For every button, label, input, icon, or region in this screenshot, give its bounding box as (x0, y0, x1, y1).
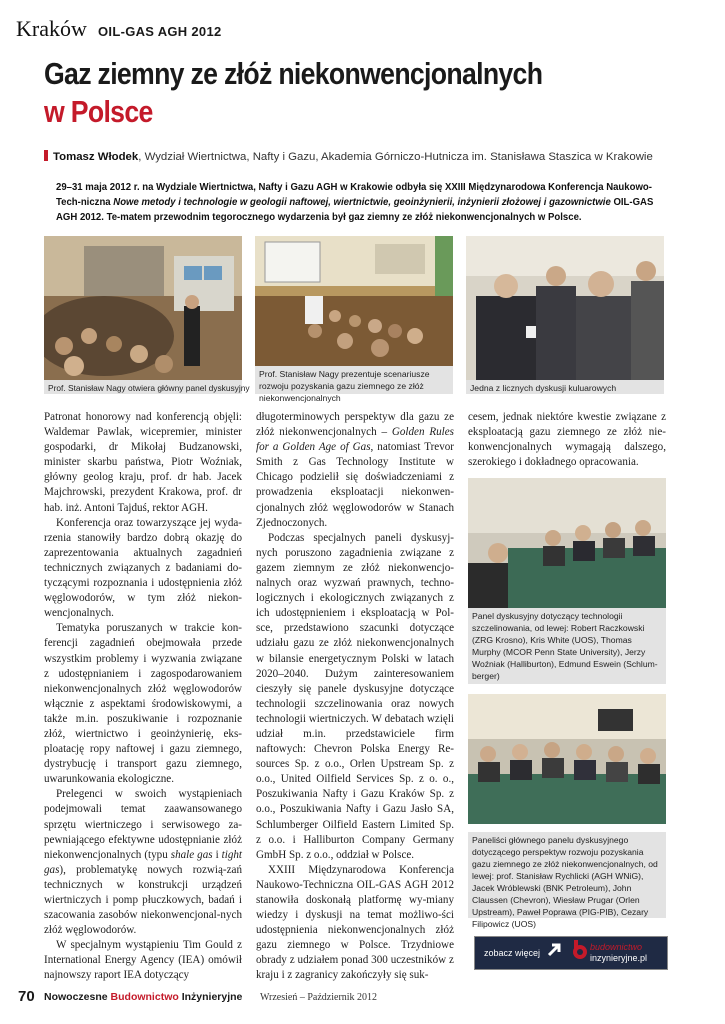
magazine-name: Nowoczesne Budownictwo Inżynieryjne (44, 991, 243, 1003)
lead-text-2: OIL-GAS AGH 2012. Te-matem przewodnim tegorocznego wydarzenia był gaz ziemny ze złóż niekonwencjonalnych w Polsce. (56, 197, 654, 223)
author-marker (44, 150, 48, 161)
paragraph: Patronat honorowy nad konferencją objęli: Waldemar Pawlak, wicepremier, minister gospodarki, dr Mikołaj Budzanowski, minister skarbu państwa, Piotr Woźniak, główny geolog kraju, prof. dr hab. Jacek Majchrowski, prezydent Krakowa, prof. dr hab. inż. Antoni Tajduś, rektor AGH. (44, 411, 242, 514)
author-line (44, 150, 653, 163)
promo-site-part1: budownictwo (590, 942, 643, 952)
paragraph: XXIII Międzynarodowa Konferencja Naukowo-Techniczna OIL-GAS AGH 2012 stanowiła doskonałą platformę wy-miany wiedzy i dyskusji na temat możliwo-ści udostępnienia niekonwencjonalnych złóż gazu ziemnego w Polsce. Trzydniowe obrady z udziałem ponad 300 uczestników z kraju i z zagranicy zakończyły się suk- (256, 863, 454, 982)
arrow-icon (546, 940, 564, 958)
body-column-1 (44, 410, 242, 984)
section-conference: OIL-GAS AGH 2012 (98, 24, 222, 39)
photo-panel-opening (44, 236, 242, 380)
paragraph: W specjalnym wystąpieniu Tim Gould z International Energy Agency (IEA) omówił najnowszy raport IEA dotyczący (44, 939, 242, 982)
photo-caption-4: Panel dyskusyjny dotyczący technologii szczelinowania, od lewej: Robert Raczkowski (ZRG Krosno), Kris White (UOS), Thomas Murphy (MCOR Penn State University), Jerzy Woźniak (Halliburton), Edmund Eswein (Schlum-berger) (468, 608, 666, 684)
paragraph: cesem, jednak niektóre kwestie związane z eksploatacją gazu ziemnego ze złóż nie-konwencjonalnych wymagają dalszego, szerokiego i dokładnego opracowania. (468, 411, 666, 469)
author-affiliation: , Wydział Wiertnictwa, Nafty i Gazu, Akademia Górniczo-Hutnicza im. Stanisława Staszica w Krakowie (138, 151, 653, 163)
issue-date: Wrzesień – Październik 2012 (260, 992, 378, 1003)
paragraph: Podczas specjalnych paneli dyskusyj-nych poruszono zagadnienia związane z gazem ziemnym ze złóż niekonwencjo-nalnych oraz wyzwań prawnych, techno-logicznych i ekologicznych związanych z ich udostępnieniem i eksploatacją w Pol-sce, przedstawiono szacunki dotyczące udziału gazu ze złóż niekonwencjonalnych w bilansie energetycznym Polski w latach 2020–2040. Dużym zainteresowaniem cieszyły się panele dyskusyjne dotyczące technologii szczelinowania oraz nowych technologii wiertniczych. W debatach wzięli udział m.in. przedstawiciele firm naftowych: Chevron Polska Energy Re-sources Sp. z o.o., Orlen Upstream Sp. z o.o., United Oilfield Services Sp. z o. o., Poszukiwania Nafty i Gazu Kraków Sp. z o.o., Poszukiwania Nafty i Gazu Jasło SA, Schlumberger Oilfield Eastern Limited Sp. z o.o. i Halliburton Company Germany GmbH Sp. z o.o., oddział w Polsce. (256, 531, 454, 861)
lead-text-1: 29–31 maja 2012 r. na Wydziale Wiertnictwa, Nafty i Gazu AGH w Krakowie odbyła się XXIII Międzynarodowa Konferencja Naukowo-Tech-niczna (56, 182, 652, 208)
promo-site-part2: inzynieryjne.pl (590, 953, 648, 963)
photo-discussion (466, 236, 664, 380)
promo-site[interactable] (590, 942, 647, 964)
author-name: Tomasz Włodek (53, 151, 139, 163)
body-column-2 (256, 410, 454, 984)
article-title-line1: Gaz ziemny ze złóż niekonwencjonalnych (44, 56, 543, 91)
lead-paragraph (56, 180, 664, 225)
logo-icon (572, 940, 588, 960)
photo-caption-3: Jedna z licznych dyskusji kuluarowych (466, 380, 664, 394)
photo-fracturing-panel (468, 478, 666, 608)
photo-presentation (255, 236, 453, 366)
paragraph: Prelegenci w swoich wystąpieniach podejmowali temat zaawansowanego sprzętu wiertniczego i serwisowego za-pewniającego efektywne udostępnianie złóż niekonwencjonalnych (typu shale gas i tight gas), problematykę nowych rozwią-zań technicznych w konstrukcji urządzeń wiertniczych i pomp płuczkowych, badań i szacowania zasobów niekonwencjonal-nych złóż węglowodorów. (44, 788, 242, 937)
section-city: Kraków (16, 16, 87, 41)
lead-text-italic: Nowe metody i technologie w geologii naftowej, wiertnictwie, geoinżynierii, inżynierii złożowej i gazownictwie (113, 197, 611, 208)
photo-main-panel (468, 694, 666, 824)
body-column-3 (468, 410, 666, 470)
photo-caption-5: Paneliści głównego panelu dyskusyjnego dotyczącego perspektyw rozwoju pozyskania gazu ziemnego ze złóż niekonwencjonalnych, od lewej: prof. Stanisław Rychlicki (AGH WNiG), Jacek Wróblewski (BNK Petroleum), John Claussen (Chevron), Wiesław Prugar (Orlen Upstream), Paweł Poprawa (PIG-PIB), Cezary Filipowicz (UOS) (468, 832, 666, 918)
paragraph: Tematyka poruszanych w trakcie kon-ferencji zagadnień obejmowała przede wszystkim problemy i wyzwania związane z udostępnianiem i zagospodarowaniem niekonwencjonalnych złóż węglowodorów włącznie z aspektami środowiskowymi, a także m.in. poszukiwanie i rozpoznanie złóż, wiertnictwo i geoinżynierię, eks-ploatację ropy naftowej i gazu ziemnego, dystrybucję i transport gazu ziemnego, uwarunkowania ekologiczne. (44, 622, 242, 786)
photo-caption-1: Prof. Stanisław Nagy otwiera główny panel dyskusyjny (44, 380, 242, 394)
paragraph: Konferencja oraz towarzyszące jej wyda-rzenia stanowiły bardzo dobrą okazję do zaprezentowania aktualnych zagadnień technicznych związanych z badaniami do-tyczącymi rozpoznania i udostępnienia złóż węglowodorów, w tym złóż niekon-wencjonalnych. (44, 516, 242, 620)
paragraph: długoterminowych perspektyw dla gazu ze złóż niekonwencjonalnych – Golden Rules for a Golden Age of Gas, natomiast Trevor Smith z Gas Technology Institute w Chicago podzielił się doświadczeniami z prowadzenia eksploatacji niekonwen-cjonalnych złóż węglowodorów w Stanach Zjednoczonych. (256, 411, 454, 529)
page-number: 70 (18, 988, 35, 1005)
article-title-line2: w Polsce (44, 94, 153, 129)
photo-caption-2: Prof. Stanisław Nagy prezentuje scenariusze rozwoju pozyskania gazu ziemnego ze złóż niekonwencjonalnych (255, 366, 453, 394)
promo-label[interactable]: zobacz więcej (484, 948, 541, 958)
